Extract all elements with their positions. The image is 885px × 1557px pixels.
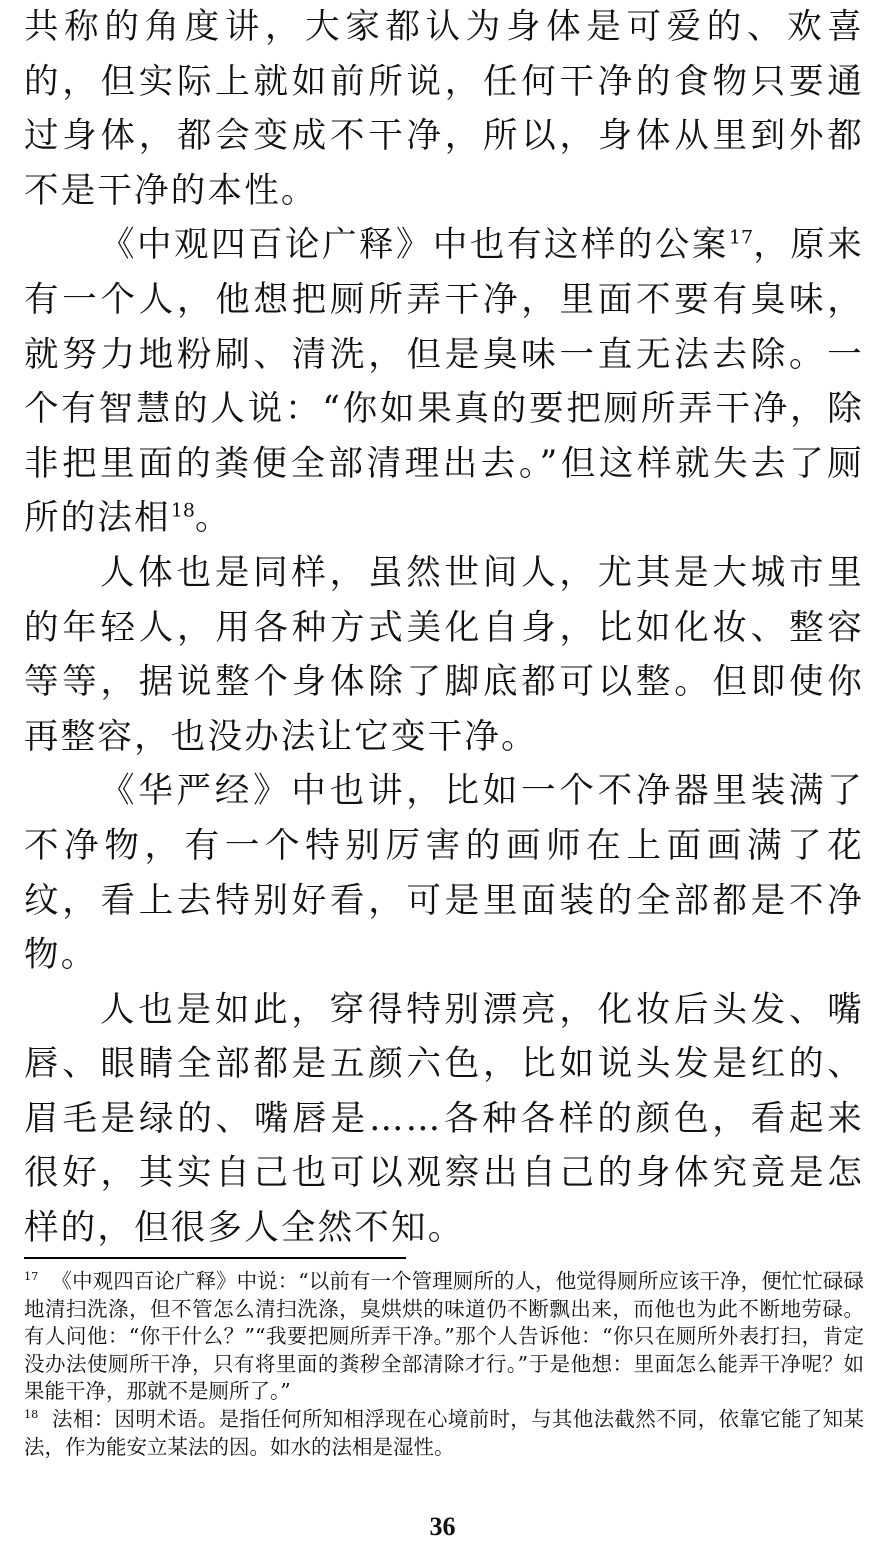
footnote-text: 《中观四百论广释》中说：“以前有一个管理厕所的人，他觉得厕所应该干净，便忙忙碌碌地清扫洗涤，但不管怎么清扫洗涤，臭烘烘的味道仍不断飘出来，而他也为此不断地劳碌。有人问他：“你干什么？”“我要把厕所弄干净。”那个人告诉他：“你只在厕所外表打扫，肯定没办法使厕所干净，只有将里面的粪秽全部清除才行。”于是他想：里面怎么能弄干净呢？如果能干净，那就不是厕所了。” [24, 1269, 864, 1404]
footnote-ref-17[interactable]: 17 [728, 226, 754, 249]
footnote-number: 18 [24, 1408, 39, 1422]
footnote-number: 17 [24, 1270, 39, 1284]
paragraph-2 [24, 218, 864, 546]
main-text [24, 0, 864, 1256]
paragraph-text: 。 [194, 498, 232, 539]
paragraph-text: 《中观四百论广释》中也有这样的公案 [100, 225, 729, 266]
paragraph-text: 人体也是同样，虽然世间人，尤其是大城市里的年轻人，用各种方式美化自身，比如化妆、整容等等，据说整个身体除了脚底都可以整。但即使你再整容，也没办法让它变干净。 [24, 552, 864, 757]
paragraph-1 [24, 0, 864, 218]
footnotes [24, 1268, 864, 1461]
footnote-17 [24, 1268, 864, 1406]
paragraph-3 [24, 546, 864, 764]
page-number: 36 [429, 1512, 456, 1541]
footnote-ref-18[interactable]: 18 [170, 499, 195, 522]
paragraph-text: 共称的角度讲，大家都认为身体是可爱的、欢喜的，但实际上就如前所说，任何干净的食物只要通过身体，都会变成不干净，所以，身体从里到外都不是干净的本性。 [24, 7, 864, 211]
paragraph-text: 人也是如此，穿得特别漂亮，化妆后头发、嘴唇、眼睛全部都是五颜六色，比如说头发是红的、眉毛是绿的、嘴唇是……各种各样的颜色，看起来很好，其实自己也可以观察出自己的身体究竟是怎样的，但很多人全然不知。 [24, 989, 864, 1249]
paragraph-text: ，原来有一个人，他想把厕所弄干净，里面不要有臭味，就努力地粉刷、清洗，但是臭味一直无法去除。一个有智慧的人说：“你如果真的要把厕所弄干净，除非把里面的粪便全部清理出去。”但这样就失去了厕所的法相 [24, 225, 864, 539]
paragraph-5 [24, 983, 864, 1256]
paragraph-4 [24, 764, 864, 982]
paragraph-text: 《华严经》中也讲，比如一个不净器里装满了不净物，有一个特别厉害的画师在上面画满了花纹，看上去特别好看，可是里面装的全部都是不净物。 [24, 771, 864, 976]
footnote-divider [24, 1257, 406, 1259]
footnote-text: 法相：因明术语。是指任何所知相浮现在心境前时，与其他法截然不同，依靠它能了知某法，作为能安立某法的因。如水的法相是湿性。 [24, 1406, 864, 1459]
footnote-18 [24, 1406, 864, 1461]
